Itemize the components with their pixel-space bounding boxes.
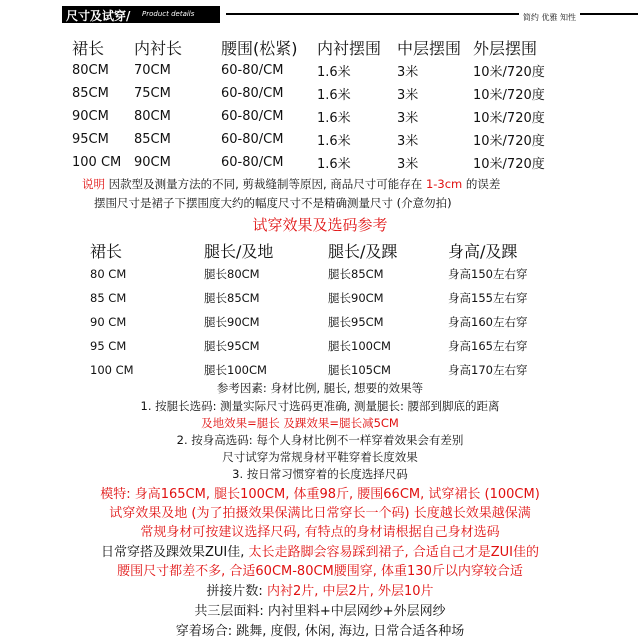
cell: 85CM [134, 132, 171, 147]
cell: 1.6米 [317, 134, 351, 149]
cell: 身高150左右穿 [448, 267, 528, 281]
cell: 身高170左右穿 [448, 363, 528, 377]
table-row [90, 334, 548, 358]
cell: 80 CM [90, 267, 127, 281]
tryon-title: 试穿效果及选码参考 [252, 216, 388, 234]
col-header: 腿长/及地 [204, 241, 274, 261]
cell: 3米 [397, 111, 419, 126]
cell: 10米/720度 [473, 65, 545, 80]
header-title: 尺寸及试穿/ [66, 9, 131, 23]
cell: 腿长80CM [204, 267, 260, 281]
guide-body-advice: 常规身材可按建议选择尺码, 有特点的身材请根据自己身材选码 [140, 525, 500, 540]
col-header: 裙长 [72, 39, 105, 58]
guide-daily-wear-a: 日常穿搭及踝效果ZUI佳, [100, 545, 249, 560]
note-tail: 的误差 [462, 177, 501, 191]
guide-model-info: 模特: 身高165CM, 腿长100CM, 体重98斤, 腰围66CM, 试穿裙长 (100CM) [100, 487, 540, 502]
table-row [90, 286, 548, 310]
cell: 身高155左右穿 [448, 291, 528, 305]
cell: 腿长105CM [328, 363, 391, 377]
cell: 95CM [72, 132, 109, 147]
cell: 10米/720度 [473, 111, 545, 126]
guide-factors: 参考因素: 身材比例, 腿长, 想要的效果等 [216, 381, 424, 395]
guide-habit-method: 3. 按日常习惯穿着的长度选择尺码 [232, 467, 408, 481]
table-row [90, 310, 548, 334]
size-table-header [72, 36, 551, 59]
cell: 80CM [72, 63, 109, 78]
cell: 100 CM [90, 363, 134, 377]
cell: 腿长90CM [328, 291, 384, 305]
header-subtitle: Product details [142, 10, 195, 18]
guide-photo-note: 试穿效果及地 (为了拍摄效果保满比日常穿长一个码) 长度越长效果越保满 [109, 506, 531, 521]
cell: 70CM [134, 63, 171, 78]
guide-daily-wear [0, 541, 640, 560]
table-row [72, 59, 551, 82]
cell: 1.6米 [317, 111, 351, 126]
note-label: 说明 [82, 177, 105, 191]
cell: 10米/720度 [473, 157, 545, 172]
cell: 身高165左右穿 [448, 339, 528, 353]
cell: 60-80/CM [221, 132, 284, 147]
cell: 85 CM [90, 291, 127, 305]
note-text: 因款型及测量方法的不同, 剪裁缝制等原因, 商品尺寸可能存在 [105, 177, 426, 191]
cell: 60-80/CM [221, 63, 284, 78]
header-tagline: 简约 优雅 知性 [519, 12, 580, 23]
guide-panels-label: 拼接片数: [206, 584, 267, 599]
cell: 100 CM [72, 155, 122, 170]
col-header: 内衬长 [134, 39, 183, 58]
cell: 60-80/CM [221, 155, 284, 170]
col-header: 腰围(松紧) [221, 39, 298, 58]
cell: 腿长100CM [204, 363, 267, 377]
table-row [90, 262, 548, 286]
cell: 腿长90CM [204, 315, 260, 329]
cell: 90 CM [90, 315, 127, 329]
note-line-2: 摆围尺寸是裙子下摆围度大约的幅度尺寸不是精确测量尺寸 (介意勿拍) [94, 196, 452, 210]
col-header: 身高/及踝 [448, 241, 518, 261]
note-line-1 [82, 176, 500, 192]
guide-tryon-note: 尺寸试穿为常规身材平鞋穿着长度效果 [222, 450, 418, 464]
cell: 3米 [397, 65, 419, 80]
table-row [90, 358, 548, 382]
guide-panels-value: 内衬2片, 中层2片, 外层10片 [266, 584, 434, 599]
tryon-table [90, 238, 548, 382]
cell: 10米/720度 [473, 134, 545, 149]
guide-fabric: 共三层面料: 内衬里料+中层网纱+外层网纱 [194, 604, 446, 619]
guide-occasions: 穿着场合: 跳舞, 度假, 休闲, 海边, 日常合适各种场 [175, 624, 465, 639]
cell: 90CM [72, 109, 109, 124]
cell: 腿长95CM [328, 315, 384, 329]
table-row [72, 151, 551, 174]
guide-effect-rule: 及地效果=腿长 及踝效果=腿长减5CM [201, 416, 399, 430]
guide-daily-wear-b: 太长走路脚会容易踩到裙子, 合适自己才是ZUI佳的 [248, 545, 540, 560]
table-row [72, 105, 551, 128]
guide-height-method: 2. 按身高选码: 每个人身材比例不一样穿着效果会有差别 [176, 433, 464, 447]
cell: 腿长85CM [204, 291, 260, 305]
cell: 75CM [134, 86, 171, 101]
cell: 腿长85CM [328, 267, 384, 281]
cell: 腿长100CM [328, 339, 391, 353]
cell: 60-80/CM [221, 109, 284, 124]
cell: 1.6米 [317, 88, 351, 103]
size-table [72, 36, 551, 174]
col-header: 裙长 [90, 241, 123, 261]
cell: 85CM [72, 86, 109, 101]
guide-waist-note: 腰围尺寸都差不多, 合适60CM-80CM腰围穿, 体重130斤以内穿较合适 [117, 564, 523, 579]
col-header: 外层摆围 [473, 39, 538, 58]
cell: 3米 [397, 88, 419, 103]
cell: 80CM [134, 109, 171, 124]
col-header: 内衬摆围 [317, 39, 382, 58]
cell: 1.6米 [317, 157, 351, 172]
guide-panels [0, 580, 640, 599]
cell: 60-80/CM [221, 86, 284, 101]
col-header: 腿长/及踝 [328, 241, 398, 261]
cell: 腿长95CM [204, 339, 260, 353]
guide-leg-method: 1. 按腿长选码: 测量实际尺寸选码更准确, 测量腿长: 腰部到脚底的距离 [140, 399, 500, 413]
tryon-table-header [90, 238, 548, 262]
table-row [72, 82, 551, 105]
cell: 3米 [397, 157, 419, 172]
cell: 身高160左右穿 [448, 315, 528, 329]
section-header [0, 0, 640, 30]
cell: 95 CM [90, 339, 127, 353]
note-range: 1-3cm [425, 177, 463, 191]
col-header: 中层摆围 [397, 39, 462, 58]
cell: 10米/720度 [473, 88, 545, 103]
cell: 90CM [134, 155, 171, 170]
cell: 3米 [397, 134, 419, 149]
cell: 1.6米 [317, 65, 351, 80]
table-row [72, 128, 551, 151]
